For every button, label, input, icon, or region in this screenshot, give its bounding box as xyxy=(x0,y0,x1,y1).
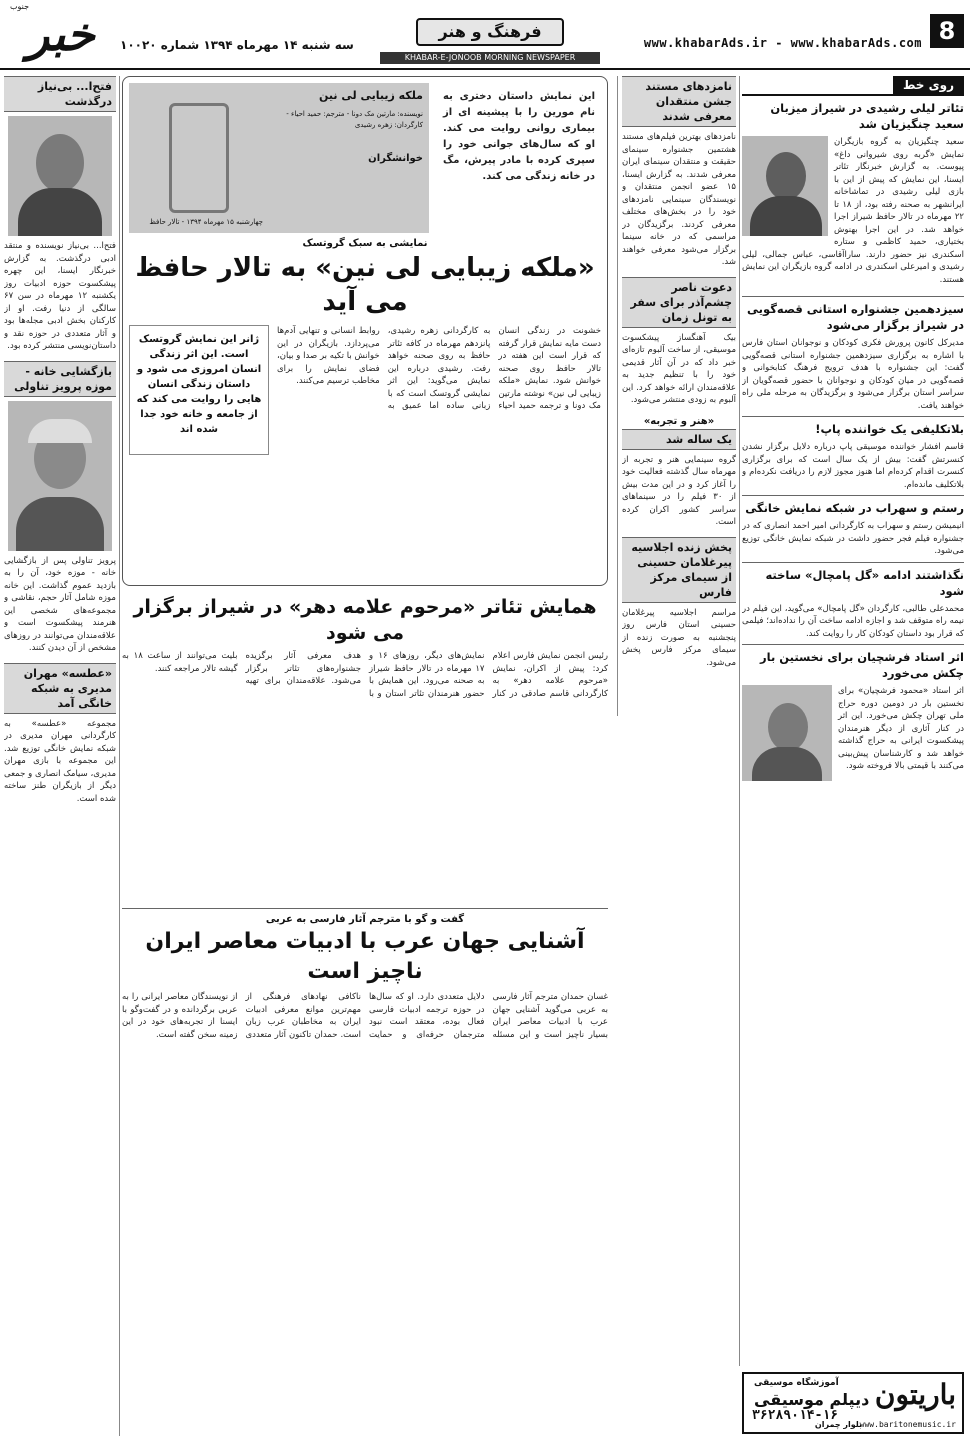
story-headline[interactable]: نامزدهای مستند جشن منتقدان معرفی شدند xyxy=(622,76,736,127)
section-kicker: گفت و گو با مترجم آثار فارسی به عربی xyxy=(122,908,608,927)
feature-lead: این نمایش داستان دختری به نام مورین را با پیشینه ای از بیماری روانی روایت می کند. او که سال‌های جوانی خود را سپری کرده با مادر پیرش، مگ در خانه زندگی می کند. xyxy=(443,91,595,182)
feature-kicker: نمایشی به سبک گروتسک xyxy=(302,238,428,249)
feature-body: خشونت در زندگی انسان دست مایه نمایش قرار گرفته که قرار است این هفته در تالار حافظ روی صحنه خوانش شود. نمایش «ملکه زیبایی لی نین» نوشته مارتین مک دونا و ترجمه حمید احیاء به کارگردانی زهره رشیدی، پانزدهم مهرماه در کافه تئاتر حافظ به روی صحنه خواهد رفت. رشیدی درباره این نمایش می‌گوید: این اثر نمایشی گروتسک است که با زبانی ساده اما عمیق به روابط انسانی و تنهایی آدم‌ها می‌پردازد. بازیگران در این خوانش با تکیه بر صدا و بیان، فضای نمایش را برای مخاطب ترسیم می‌کنند. xyxy=(277,326,601,411)
story-body: نامزدهای بهترین فیلم‌های مستند هشتمین جشنواره سینمای حقیقت و منتقدان سینمای ایران معرفی شدند. به گزارش ایسنا، ۱۵ عضو انجمن منتقدان و نویسندگان سینمایی نامزدهای خود را در بخش‌های مختلف معرفی کردند. برگزیدگان در مراسمی که در خانه سینما برگزار می‌شود معرفی خواهند شد. xyxy=(622,132,736,267)
ad-phone: ۳۶۲۸۹۰۱۴-۱۶ xyxy=(752,1408,839,1423)
newspaper-subline: KHABAR-E-JONOOB MORNING NEWSPAPER xyxy=(380,52,600,64)
newspaper-logo: خبر xyxy=(27,7,95,61)
page-number: 8 xyxy=(930,14,964,48)
story-body: پرویز تناولی پس از بازگشایی خانه - موزه خود، آن را به بازدید عموم گذاشت. این خانه موزه شامل آثار حجم، نقاشی و مجموعه‌های شخصی این هنرمند پیشکسوت است و علاقه‌مندان می‌توانند در روزهای مشخص از آن دیدن کنند. xyxy=(4,555,116,653)
story-headline[interactable]: دعوت ناصر چشم‌آذر برای سفر به تونل زمان xyxy=(622,277,736,328)
story-headline[interactable]: فتح‌ا... بی‌نیاز درگذشت xyxy=(4,76,116,112)
story-headline[interactable]: پخش زنده اجلاسیه پیرغلامان حسینی از سیمای مرکز فارس xyxy=(622,537,736,603)
column-divider xyxy=(739,76,740,1366)
section-headline[interactable]: آشنایی جهان عرب با ادبیات معاصر ایران ناچیز است xyxy=(145,929,585,984)
story-headline[interactable]: تئاتر لیلی رشیدی در شیراز میزبان سعید چنگیزیان شد xyxy=(770,101,964,131)
artist-photo xyxy=(742,685,832,781)
story-headline[interactable]: یک ساله شد xyxy=(622,429,736,450)
poster-title: ملکه زیبایی لی نین xyxy=(319,89,423,102)
feature-quote: ژانر این نمایش گروتسک است. این اثر زندگی انسان امروزی می شود و داستان زندگی انسان هایی را روایت می کند که از جامعه و خانه خود جدا شده اند xyxy=(129,325,269,455)
story-headline[interactable]: رستم و سهراب در شبکه نمایش خانگی xyxy=(742,495,964,516)
story-body: سعید چنگیزیان به گروه بازیگران نمایش «گربه روی شیروانی داغ» پیوست. به گزارش خبرنگار تئاتر ایسنا، این نمایش که پیش از این با بازی لیلی رشیدی در تماشاخانه ایرانشهر به صحنه رفته بود، از ۱۸ تا ۲۲ مهرماه در تالار حافظ شیراز اجرا خواهد شد. در این اجرا بهنوش بختیاری، حمید کاظمی و ستاره اسکندری نیز حضور دارند. ساراآقاسی، عباس جمالی، لیلی رشیدی و امیرعلی اسکندری در ادامه گروه بازیگران این نمایش هستند. xyxy=(742,137,964,285)
story-headline[interactable]: بازگشایی خانه - موزه پرویز تناولی xyxy=(4,361,116,397)
story-body: قاسم افشار خواننده موسیقی پاپ درباره دلایل برگزار نشدن کنسرتش گفت: بیش از یک سال است که برای برگزاری کنسرت اقدام کرده‌ام اما هنوز مجوز لازم را دریافت نکرده‌ام و بلاتکلیف مانده‌ام. xyxy=(742,442,964,490)
sculptor-photo xyxy=(8,401,112,551)
section-title: فرهنگ و هنر xyxy=(416,18,564,46)
center-section xyxy=(122,76,608,1436)
story-kicker: «هنر و تجربه» xyxy=(643,415,715,427)
actress-photo xyxy=(742,136,828,236)
ad-address: بلوار چمران xyxy=(814,1420,862,1429)
ad-brand: باریتون xyxy=(874,1378,956,1411)
story-headline[interactable]: سیزدهمین جشنواره استانی قصه‌گویی در شیراز برگزار می‌شود xyxy=(742,296,964,333)
masthead xyxy=(0,0,970,70)
story-headline[interactable]: اثر استاد فرشچیان برای نخستین بار چکش می‌خورد xyxy=(742,644,964,681)
play-poster xyxy=(129,83,429,233)
story-body: انیمیشن رستم و سهراب به کارگردانی امیر احمد انصاری که در جشنواره فیلم فجر حضور داشت در شبکه نمایش خانگی توزیع می‌شود. xyxy=(742,521,964,556)
poster-date: چهارشنبه ۱۵ مهرماه ۱۳۹۴ - تالار حافظ xyxy=(149,218,263,226)
story-body: گروه سینمایی هنر و تجربه از مهرماه سال گذشته فعالیت خود را آغاز کرد و در این مدت بیش از ۳۰ فیلم را در سینماهای سراسر کشور اکران کرده است. xyxy=(622,454,736,527)
ad-subtitle: آموزشگاه موسیقی xyxy=(754,1378,839,1388)
issue-date: سه شنبه ۱۴ مهرماه ۱۳۹۴ شماره ۱۰۰۲۰ xyxy=(120,38,354,52)
story-body: بیک آهنگساز پیشکسوت موسیقی، از ساخت آلبوم تازه‌ای خبر داد که در آن آثار قدیمی خود را با تنظیم جدید به علاقه‌مندان ارائه خواهد کرد. این آلبوم به زودی منتشر می‌شود. xyxy=(622,332,736,405)
story-body: مجموعه «عطسه» به کارگردانی مهران مدیری در شبکه نمایش خانگی توزیع شد. این مجموعه با بازی مهران مدیری، سیامک انصاری و جمعی دیگر از بازیگران طنز ساخته شده است. xyxy=(4,718,116,804)
music-school-ad[interactable] xyxy=(742,1372,964,1434)
story-body: فتح‌ا... بی‌نیاز نویسنده و منتقد ادبی درگذشت. به گزارش خبرنگار ایسنا، این چهره پیشکسوت حوزه ادبیات روز یکشنبه ۱۲ مهرماه در سن ۶۷ سالگی از دنیا رفت. او از کارکنان بخش ادبی مجله‌ها بود و آثار متعددی در حوزه نقد و داستان‌نویسی منتشر کرده بود. xyxy=(4,241,116,351)
roo-khat-header xyxy=(742,76,964,96)
story-body: محمدعلی طالبی، کارگردان «گل پامچال» می‌گوید، این فیلم در نیمه راه متوقف شد و اجازه ادامه ساخت آن را نداده‌اند؛ فیلمی که قرار بود داستان کودکان کار را روایت کند. xyxy=(742,603,964,639)
story-body: مراسم اجلاسیه پیرغلامان حسینی استان فارس روز پنجشنبه به صورت زنده از سیمای مرکز فارس پخش می‌شود. xyxy=(622,607,736,668)
story-body: اثر استاد «محمود فرشچیان» برای نخستین بار در دومین دوره حراج ملی تهران چکش می‌خورد. این اثر در کنار آثاری از دیگر هنرمندان پیشکسوت ایرانی به حراج گذاشته خواهد شد و کارشناسان پیش‌بینی می‌کنند با قیمتی بالا فروخته شود. xyxy=(838,686,964,771)
section-body: رئیس انجمن نمایش فارس اعلام کرد: پیش از اکران، نمایش «مرحوم علامه دهر» به کارگردانی قاسم صادقی در کنار نمایش‌های دیگر، روزهای ۱۶ و ۱۷ مهرماه در تالار حافظ شیراز به صحنه می‌رود. این همایش با حضور هنرمندان تئاتر استان و با هدف معرفی آثار برگزیده جشنواره‌های تئاتر برگزار می‌شود. علاقه‌مندان برای تهیه بلیت می‌توانند از ساعت ۱۸ به گیشه تالار مراجعه کنند. xyxy=(122,651,608,699)
story-headline[interactable]: بلاتکلیفی یک خواننده پاپ! xyxy=(742,416,964,437)
section-headline[interactable]: همایش تئاتر «مرحوم علامه دهر» در شیراز برگزار می شود xyxy=(133,596,597,644)
column-divider xyxy=(617,76,618,716)
story-headline[interactable]: نگذاشتند ادامه «گل پامچال» ساخته شود xyxy=(742,562,964,599)
middle-column xyxy=(622,76,736,1366)
column-divider xyxy=(119,76,120,1436)
roo-khat-tag: روی خط xyxy=(893,76,964,94)
story-body: مدیرکل کانون پرورش فکری کودکان و نوجوانان استان فارس با اشاره به برگزاری سیزدهمین جشنواره استانی قصه‌گویی گفت: این جشنواره با هدف ترویج فرهنگ کتابخوانی و قصه‌گویی در میان کودکان و نوجوانان با حضور قصه‌گویان از سراسر استان برگزار می‌شود و برگزیدگان به مرحله ملی راه خواهند یافت. xyxy=(742,338,964,411)
feature-box xyxy=(122,76,608,586)
story-headline[interactable]: «عطسه» مهران مدیری به شبکه خانگی آمد xyxy=(4,663,116,714)
chair-graphic xyxy=(169,103,229,213)
feature-headline[interactable]: «ملکه زیبایی لی نین» به تالار حافظ می آید xyxy=(135,253,595,317)
writer-photo xyxy=(8,116,112,236)
ad-offer: دیپلم موسیقی xyxy=(754,1390,870,1409)
ad-url[interactable]: www.baritonemusic.ir xyxy=(859,1420,956,1429)
section-body: غسان حمدان مترجم آثار فارسی به عربی می‌گوید آشنایی جهان عرب با ادبیات معاصر ایران بسیار ناچیز است و این مسئله دلایل متعددی دارد. او که سال‌ها در حوزه ترجمه ادبیات فارسی فعال بوده، معتقد است نبود مترجمان حرفه‌ای و حمایت ناکافی نهادهای فرهنگی از مهم‌ترین موانع معرفی ادبیات ایران به مخاطبان عرب زبان است. حمدان تاکنون آثار متعددی از نویسندگان معاصر ایرانی را به عربی برگردانده و در گفت‌وگو با ایسنا از تجربه‌های خود در این زمینه سخن گفته است. xyxy=(122,992,608,1040)
poster-cast-label: خوانشگران xyxy=(368,153,423,164)
poster-credits: نویسنده: مارتین مک دونا - مترجم: حمید احیاء - کارگردان: زهره رشیدی xyxy=(286,110,423,129)
left-column xyxy=(4,76,116,1440)
right-column xyxy=(742,76,964,1366)
site-url[interactable]: www.khabarAds.ir - www.khabarAds.com xyxy=(643,36,922,50)
logo-tagline: جنوب xyxy=(10,2,30,11)
